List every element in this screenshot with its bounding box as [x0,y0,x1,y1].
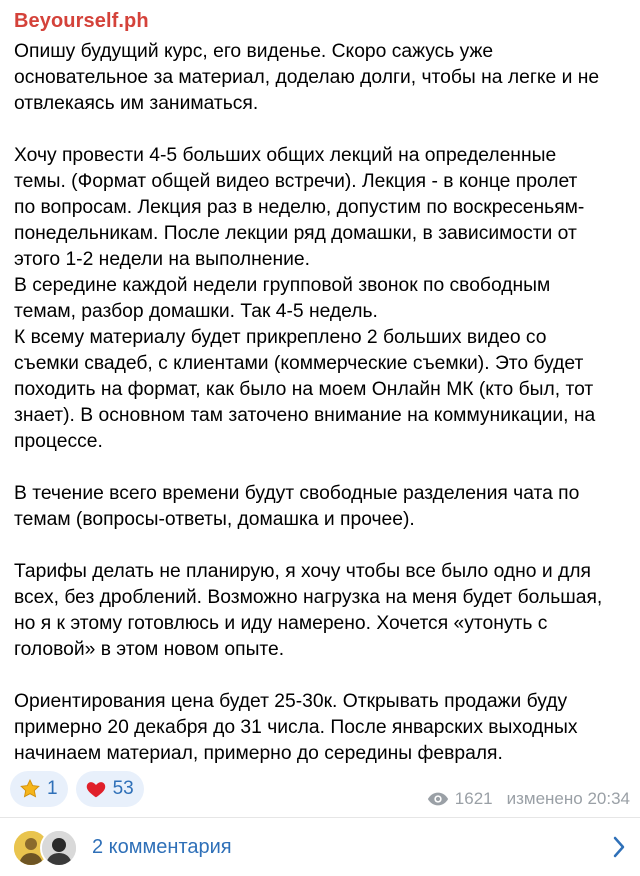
message-line [14,455,634,481]
message-line: по вопросам. Лекция раз в неделю, допустим по воскресеньям- [14,197,585,218]
message-line: походить на формат, как было на моем Онлайн МК (кто был, тот [14,379,594,400]
heart-icon [85,778,107,800]
message-line: примерно 20 декабря до 31 числа. После январских выходных [14,717,578,738]
message-line: темам (вопросы-ответы, домашка и прочее). [14,509,415,530]
message-line: понедельникам. После лекции ряд домашки, в зависимости от [14,223,577,244]
commenter-avatars [12,827,82,867]
channel-name[interactable]: Beyourself.ph [14,10,149,32]
eye-icon [427,791,449,807]
message-line: основательное за материал, доделаю долги, чтобы на легке и не [14,67,600,88]
message-line: Ориентирования цена будет 25-30к. Открывать продажи буду [14,691,568,712]
message-line: этого 1-2 недели на выполнение. [14,249,311,270]
message-line: знает). В основном там заточено внимание на коммуникации, на [14,405,596,426]
message-line: но я к этому готовлюсь и иду намерено. Хочется «утонуть с [14,613,548,634]
message-line: Хочу провести 4-5 больших общих лекций на определенные [14,145,557,166]
message-line: процессе. [14,431,103,452]
reactions-bar [10,771,144,807]
comments-label: 2 комментария [92,835,232,858]
message-line: Тарифы делать не планирую, я хочу чтобы все было одно и для [14,561,591,582]
message-line [14,663,634,689]
message-line: К всему материалу будет прикреплено 2 больших видео со [14,327,547,348]
edited-timestamp: изменено 20:34 [506,789,630,808]
message-line: всех, без дроблений. Возможно нагрузка на меня будет большая, [14,587,603,608]
star-icon [19,778,41,800]
message-line: В середине каждой недели групповой звонок по свободным [14,275,551,296]
message-meta [427,789,630,809]
reaction-count: 53 [112,778,134,799]
reaction-star-button[interactable] [10,771,68,807]
message-line: темы. (Формат общей видео встречи). Лекция - в конце пролет [14,171,578,192]
reaction-count: 1 [47,778,58,799]
reaction-heart-button[interactable] [76,771,144,807]
message-text [14,39,634,767]
message-line: темам, разбор домашки. Так 4-5 недель. [14,301,378,322]
avatar [40,829,78,867]
chevron-right-icon [612,835,626,864]
view-count: 1621 [454,789,493,808]
comments-button[interactable] [0,818,640,876]
message-line: съемки свадеб, с клиентами (коммерческие съемки). Это будет [14,353,584,374]
message-line: начинаем материал, примерно до середины февраля. [14,743,503,764]
message-line: В течение всего времени будут свободные разделения чата по [14,483,580,504]
message-line: Опишу будущий курс, его виденье. Скоро сажусь уже [14,41,494,62]
message-line: отвлекаясь им заниматься. [14,93,259,114]
message-line [14,533,634,559]
message-line: головой» в этом новом опыте. [14,639,285,660]
message-line [14,117,634,143]
